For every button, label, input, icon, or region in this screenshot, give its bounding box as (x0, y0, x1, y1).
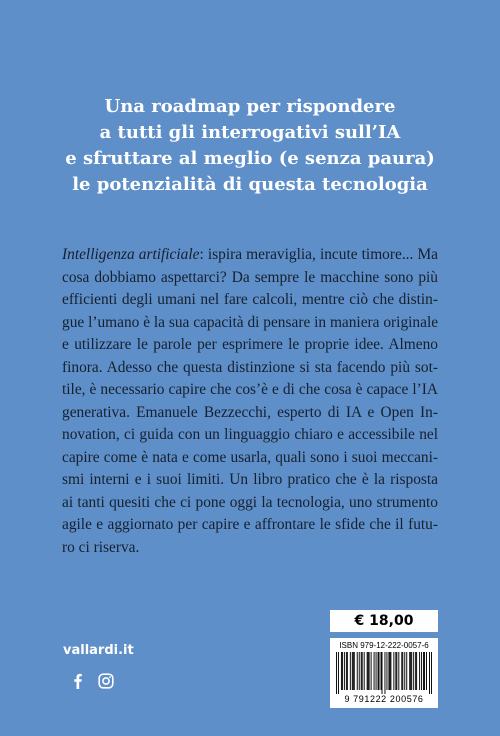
blurb-line: gue l’umano è la sua capacità di pensare in maniera originale (62, 313, 439, 331)
blurb-line: generativa. Emanuele Bezzecchi, esperto di IA e Open In- (62, 403, 438, 421)
tagline-line: Una roadmap per rispondere (104, 96, 396, 117)
tagline-line: e sfruttare al meglio (e senza paura) (65, 148, 435, 169)
blurb-line: e utilizzare le parole per esprimere le proprie idee. Almeno (62, 336, 438, 353)
blurb-book-title: Intelligenza artificiale (62, 246, 200, 263)
blurb-line: capire come è nata e come usarla, quali sono i suoi meccani- (62, 448, 438, 466)
tagline-line: a tutti gli interrogativi sull’IA (99, 122, 401, 143)
instagram-icon[interactable] (98, 673, 114, 689)
blurb-line: cosa dobbiamo aspettarci? Da sempre le macchine sono più (62, 268, 438, 286)
social-links (70, 673, 114, 689)
blurb-line: smi interni e i suoi limiti. Un libro pratico che è la risposta (62, 471, 438, 488)
back-cover-blurb (62, 244, 438, 559)
blurb-text: : ispira meraviglia, incute timore... Ma (199, 246, 439, 263)
blurb-line: novation, ci guida con un linguaggio chiaro e accessibile nel (62, 426, 438, 443)
price-tag: € 18,00 (330, 610, 438, 632)
blurb-line: tile, è necessario capire che cos’è e di che cosa è capace l’IA (62, 381, 438, 398)
tagline (40, 94, 460, 198)
isbn-barcode-panel (330, 638, 438, 708)
barcode-digits: 9 791222 200576 (344, 694, 424, 704)
barcode-image (334, 652, 434, 694)
blurb-line (62, 244, 438, 267)
facebook-icon[interactable] (70, 673, 86, 689)
blurb-line: ro ci riserva. (62, 538, 140, 556)
blurb-line: efficienti degli umani nel fare calcoli, mentre ciò che distin- (62, 291, 438, 308)
tagline-line: le potenzialità di questa tecnologia (72, 174, 428, 195)
blurb-line: finora. Adesso che questa distinzione si sta facendo più sot- (62, 358, 438, 376)
blurb-line: agile e aggiornato per capire e affrontare le sfide che il futu- (62, 516, 438, 533)
isbn-label: ISBN 979-12-222-0057-6 (339, 641, 429, 650)
blurb-line: ai tanti quesiti che ci pone oggi la tecnologia, uno strumento (62, 493, 438, 511)
publisher-website[interactable]: vallardi.it (63, 643, 134, 658)
